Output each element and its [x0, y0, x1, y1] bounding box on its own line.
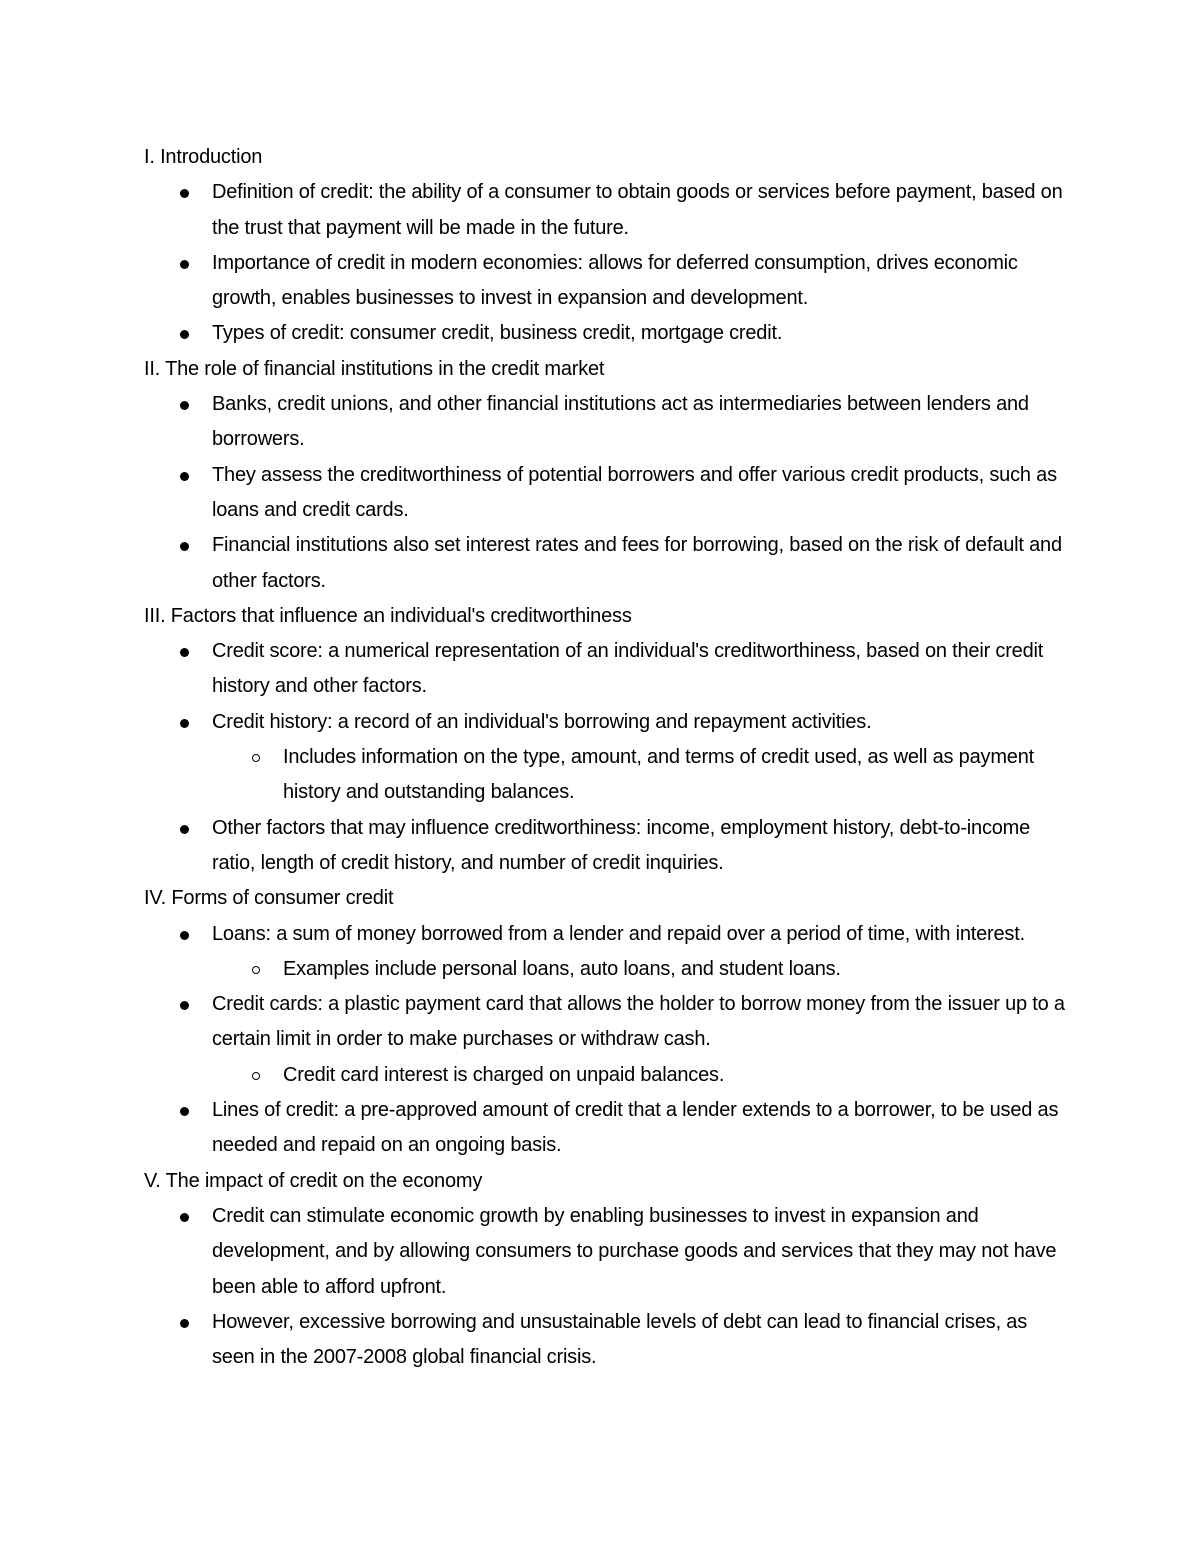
bullet-item [212, 917, 1074, 988]
bullet-list [144, 387, 1074, 599]
bullet-text: They assess the creditworthiness of potential borrowers and offer various credit products, such as loans and credit cards. [212, 463, 1057, 521]
bullet-text: Financial institutions also set interest rates and fees for borrowing, based on the risk of default and other factors. [212, 534, 1062, 592]
sub-bullet-item [283, 1058, 1074, 1093]
sub-bullet-item [283, 740, 1074, 811]
bullet-dot-icon [180, 1107, 189, 1116]
bullet-text: Lines of credit: a pre-approved amount of credit that a lender extends to a borrower, to be used as needed and repaid on an ongoing basis. [212, 1099, 1059, 1157]
section-heading: IV. Forms of consumer credit [144, 887, 394, 910]
bullet-list [144, 1199, 1074, 1375]
sub-bullet-text: Examples include personal loans, auto loans, and student loans. [283, 957, 841, 980]
bullet-dot-icon [180, 825, 189, 834]
bullet-dot-icon [180, 1213, 189, 1222]
section-heading: I. Introduction [144, 146, 263, 168]
bullet-dot-icon [180, 472, 189, 481]
hollow-circle-bullet-icon [252, 754, 260, 762]
sub-bullet-text: Includes information on the type, amount, and terms of credit used, as well as payment history and outstanding balances. [283, 746, 1034, 804]
bullet-text: Definition of credit: the ability of a consumer to obtain goods or services before payment, based on the trust that payment will be made in the future. [212, 181, 1063, 239]
section-heading: II. The role of financial institutions in the credit market [144, 357, 605, 380]
sub-bullet-list [212, 952, 1074, 987]
sub-bullet-list [212, 1058, 1074, 1093]
section-heading: III. Factors that influence an individual's creditworthiness [144, 604, 632, 627]
bullet-text: Credit score: a numerical representation of an individual's creditworthiness, based on their credit history and other factors. [212, 640, 1044, 698]
outline-document [144, 140, 1074, 1375]
bullet-text: However, excessive borrowing and unsustainable levels of debt can lead to financial crises, as seen in the 2007-2008 global financial crisis. [212, 1310, 1027, 1369]
bullet-item [212, 316, 1074, 351]
bullet-item [212, 811, 1074, 882]
bullet-item [212, 987, 1074, 1093]
bullet-text: Types of credit: consumer credit, business credit, mortgage credit. [212, 322, 783, 345]
hollow-circle-bullet-icon [252, 1072, 260, 1080]
bullet-dot-icon [180, 542, 189, 551]
sub-bullet-list [212, 740, 1074, 811]
bullet-list [144, 634, 1074, 881]
bullet-dot-icon [180, 648, 189, 657]
bullet-item [212, 458, 1074, 529]
bullet-item [212, 705, 1074, 811]
bullet-text: Credit can stimulate economic growth by enabling businesses to invest in expansion and development, and by allowing consumers to purchase goods and services that they may not have been able to afford upfront. [212, 1204, 1057, 1298]
bullet-dot-icon [180, 931, 189, 940]
bullet-dot-icon [180, 1319, 189, 1328]
bullet-dot-icon [180, 401, 189, 410]
bullet-list [144, 917, 1074, 1164]
bullet-item [212, 246, 1074, 317]
bullet-dot-icon [180, 719, 189, 728]
bullet-item [212, 528, 1074, 599]
bullet-text: Importance of credit in modern economies: allows for deferred consumption, drives economic growth, enables businesses to invest in expansion and development. [212, 251, 1018, 310]
hollow-circle-bullet-icon [252, 966, 260, 974]
bullet-text: Banks, credit unions, and other financial institutions act as intermediaries between lenders and borrowers. [212, 393, 1029, 451]
section-heading: V. The impact of credit on the economy [144, 1169, 483, 1192]
bullet-list [144, 175, 1074, 351]
bullet-dot-icon [180, 330, 189, 339]
bullet-text: Credit history: a record of an individual's borrowing and repayment activities. [212, 710, 872, 733]
bullet-item [212, 1093, 1074, 1164]
bullet-dot-icon [180, 260, 189, 269]
bullet-dot-icon [180, 189, 189, 198]
bullet-text: Loans: a sum of money borrowed from a lender and repaid over a period of time, with interest. [212, 922, 1025, 945]
bullet-item [212, 175, 1074, 246]
bullet-text: Credit cards: a plastic payment card that allows the holder to borrow money from the issuer up to a certain limit in order to make purchases or withdraw cash. [212, 993, 1065, 1051]
bullet-item [212, 634, 1074, 705]
sub-bullet-text: Credit card interest is charged on unpaid balances. [283, 1063, 725, 1086]
bullet-text: Other factors that may influence creditworthiness: income, employment history, debt-to-income ratio, length of credit history, and number of credit inquiries. [212, 816, 1031, 874]
bullet-item [212, 1305, 1074, 1376]
bullet-item [212, 387, 1074, 458]
bullet-item [212, 1199, 1074, 1305]
bullet-dot-icon [180, 1001, 189, 1010]
sub-bullet-item [283, 952, 1074, 987]
